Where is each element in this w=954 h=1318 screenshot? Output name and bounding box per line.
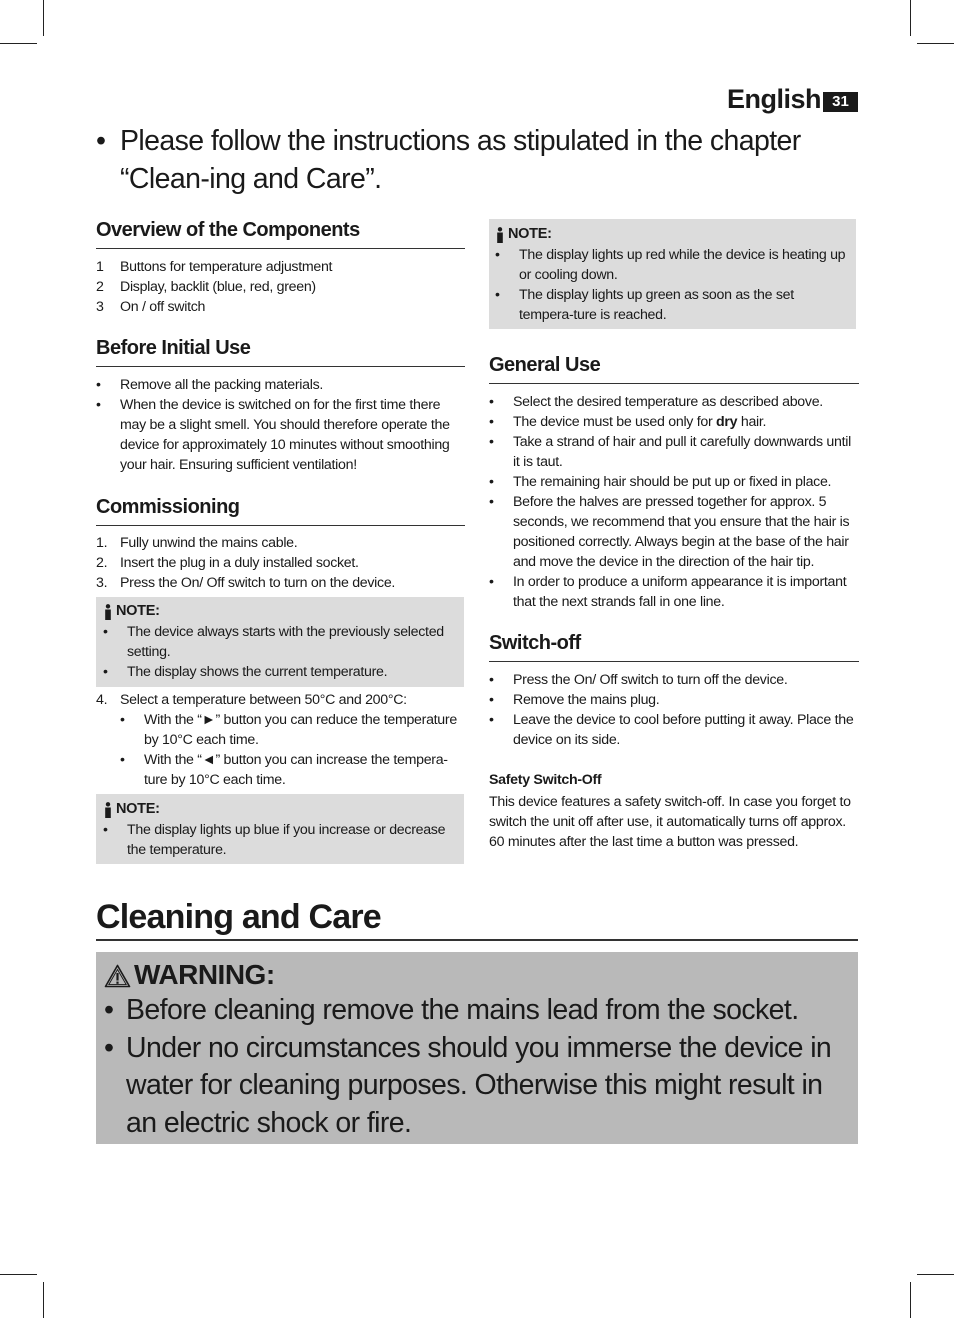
list-item: 3 On / off switch	[96, 299, 206, 315]
list-item: • The device always starts with the previously selected setting.	[103, 624, 444, 660]
safety-switch-off-text: This device features a safety switch-off. In case you forget to switch the unit off after use, it automatically turns off approx. 60 minutes after the last time a button was pressed.	[489, 794, 851, 850]
note-box	[96, 597, 464, 687]
note-list	[495, 245, 850, 325]
language-label: English	[727, 84, 822, 114]
crop-mark	[910, 0, 911, 36]
list-item: • The display lights up red while the device is heating up or cooling down.	[495, 247, 846, 283]
safety-switch-off-title: Safety Switch-Off	[489, 772, 602, 788]
emphasis-dry: dry	[716, 414, 738, 430]
list-item: 1. Fully unwind the mains cable.	[96, 535, 298, 551]
before-use-title: Before Initial Use	[96, 337, 251, 359]
info-icon	[103, 802, 113, 818]
general-use-list	[489, 392, 859, 612]
commissioning-title: Commissioning	[96, 496, 240, 518]
list-item: • Before the halves are pressed together for approx. 5 seconds, we recommend that you ensure that the hair is positioned correctly. Always begin at the base of the hair and move the device in the direction of the hair tip.	[489, 494, 850, 570]
bullet: •	[96, 125, 106, 157]
list-item: • When the device is switched on for the first time there may be a slight smell. You should therefore operate the device for approximately 10 minutes without smoothing your hair. Ensuring sufficient ventilation!	[96, 397, 450, 473]
divider	[96, 248, 465, 249]
list-item: 2 Display, backlit (blue, red, green)	[96, 279, 316, 295]
list-item: • Remove the mains plug.	[489, 692, 660, 708]
note-box	[489, 219, 856, 329]
list-item: 4. Select a temperature between 50°C and 200°C: • With the “►” button you can reduce the temperature by 10°C each time. • With the “◄” button you can increase the tempera-ture by 10°C each time.	[96, 690, 466, 790]
commissioning-section	[96, 494, 465, 593]
general-use-title: General Use	[489, 354, 601, 376]
list-item: • With the “◄” button you can increase the tempera-ture by 10°C each time.	[120, 752, 448, 788]
note-label: NOTE:	[103, 799, 458, 819]
note-list	[103, 622, 458, 682]
list-item: • The display lights up blue if you increase or decrease the temperature.	[103, 822, 446, 858]
list-item: • Remove all the packing materials.	[96, 377, 324, 393]
list-item: • Select the desired temperature as described above.	[489, 394, 823, 410]
divider	[96, 525, 465, 526]
list-item: 3. Press the On/ Off switch to turn on the device.	[96, 575, 396, 591]
divider	[96, 939, 858, 941]
warning-list	[104, 992, 856, 1142]
commissioning-step-4	[96, 690, 466, 790]
general-use-section	[489, 352, 859, 612]
note-box	[96, 794, 464, 864]
list-item: 1 Buttons for temperature adjustment	[96, 259, 333, 275]
crop-mark	[0, 1274, 37, 1275]
list-item: • Leave the device to cool before putting it away. Place the device on its side.	[489, 712, 854, 748]
crop-mark	[917, 43, 954, 44]
crop-mark	[43, 0, 44, 36]
switch-off-title: Switch-off	[489, 632, 581, 654]
list-item: • Before cleaning remove the mains lead from the socket.	[104, 994, 799, 1026]
note-label: NOTE:	[103, 601, 458, 621]
switch-off-section	[489, 630, 859, 852]
list-item: • The display shows the current temperature.	[103, 664, 388, 680]
step-4-sublist	[120, 710, 466, 790]
crop-mark	[910, 1282, 911, 1318]
warning-label: WARNING:	[104, 957, 275, 993]
switch-off-list	[489, 670, 859, 750]
list-item: • With the “►” button you can reduce the temperature by 10°C each time.	[120, 712, 457, 748]
note-list	[103, 820, 458, 860]
crop-mark	[0, 43, 37, 44]
cleaning-title: Cleaning and Care	[96, 898, 381, 936]
before-use-section	[96, 335, 465, 475]
divider	[489, 383, 859, 384]
divider	[96, 366, 465, 367]
components-list	[96, 257, 465, 317]
before-use-list	[96, 375, 465, 475]
list-item: • In order to produce a uniform appearance it is important that the next strands fall in one line.	[489, 574, 847, 610]
list-item: • The remaining hair should be put up or fixed in place.	[489, 474, 832, 490]
crop-mark	[917, 1274, 954, 1275]
list-item: • The display lights up green as soon as the set tempera-ture is reached.	[495, 287, 794, 323]
note-label: NOTE:	[495, 224, 850, 244]
list-item: • The device must be used only for dry hair.	[489, 414, 767, 430]
divider	[489, 661, 859, 662]
list-item: • Under no circumstances should you immerse the device in water for cleaning purposes. Otherwise this might result in an electric shock or fire.	[104, 1031, 832, 1139]
list-item: • Take a strand of hair and pull it carefully downwards until it is taut.	[489, 434, 851, 470]
overview-section	[96, 217, 465, 317]
overview-title: Overview of the Components	[96, 219, 360, 241]
warning-triangle-icon	[104, 964, 131, 988]
intro-text: Please follow the instructions as stipulated in the chapter “Clean-ing and Care”.	[120, 125, 801, 195]
list-item: 2. Insert the plug in a duly installed socket.	[96, 555, 359, 571]
commissioning-steps	[96, 533, 465, 593]
page-number: 31	[823, 92, 858, 112]
cleaning-section	[96, 897, 858, 941]
info-icon	[495, 227, 505, 243]
warning-box	[96, 952, 858, 1144]
intro-instruction	[96, 122, 866, 198]
info-icon	[103, 604, 113, 620]
crop-mark	[43, 1282, 44, 1318]
list-item: • Press the On/ Off switch to turn off the device.	[489, 672, 788, 688]
